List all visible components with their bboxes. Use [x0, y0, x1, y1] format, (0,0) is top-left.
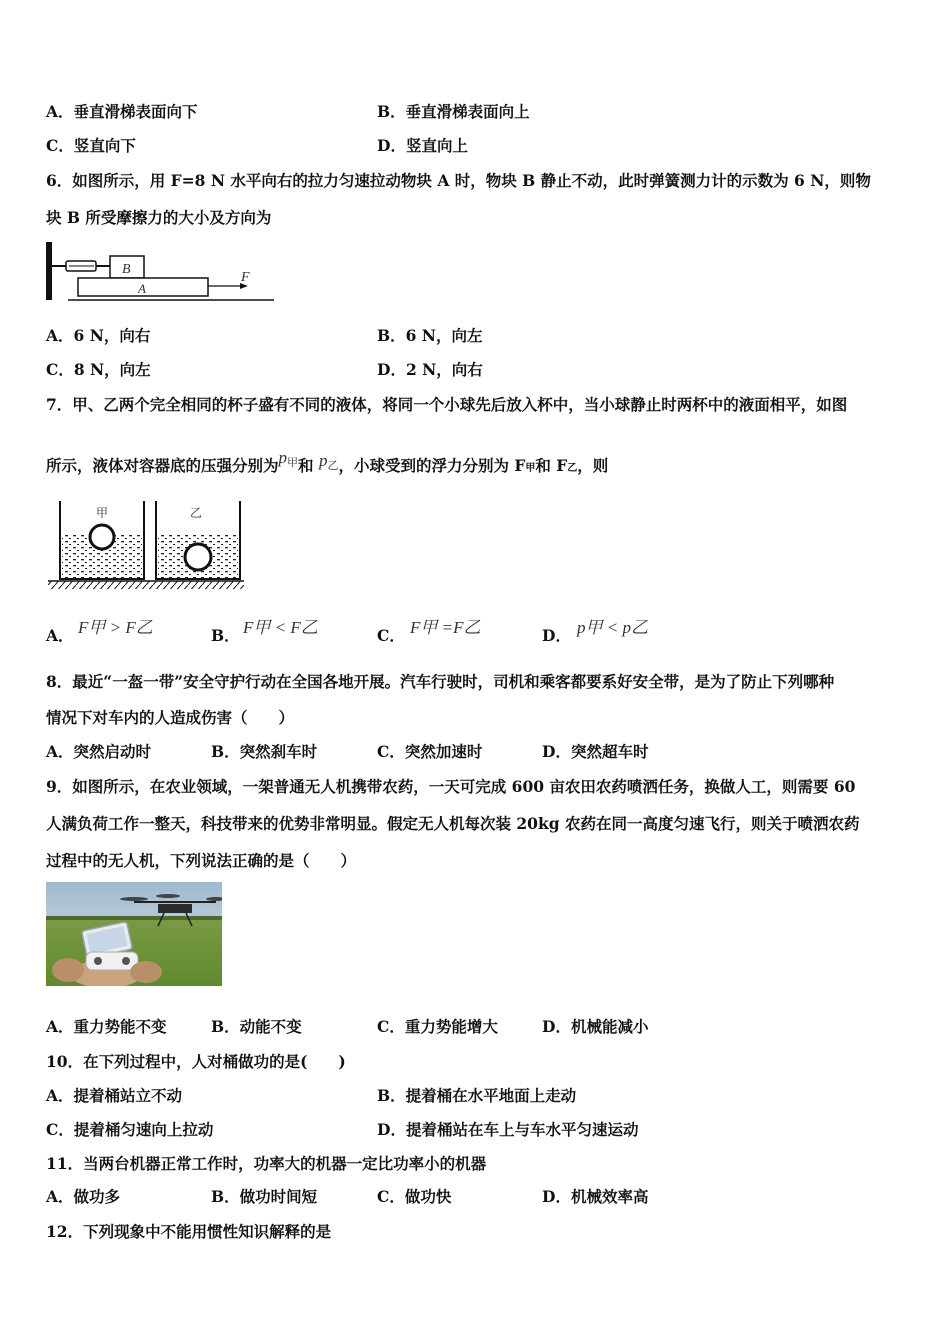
q9-option-b: B．动能不变 — [211, 1017, 302, 1036]
q9-option-c: C．重力势能增大 — [377, 1017, 498, 1036]
ball-jia — [90, 525, 114, 549]
wall — [46, 242, 52, 300]
q8-option-c: C．突然加速时 — [377, 742, 483, 761]
q11-option-c: C．做功快 — [377, 1187, 452, 1206]
q7-option-a-expr: F甲 > F乙 — [78, 618, 153, 637]
q6-block-figure — [44, 240, 279, 306]
q7-stem-line1: 7．甲、乙两个完全相同的杯子盛有不同的液体，将同一个小球先后放入杯中，当小球静止时两杯中的液面相平，如图 — [46, 395, 848, 414]
p-jia-symbol: $p_甲$ — [278, 448, 299, 469]
q10-option-d: D．提着桶站在车上与车水平匀速运动 — [377, 1120, 639, 1139]
q7-option-c-label: C． — [377, 626, 405, 645]
block-a-label: A — [138, 281, 146, 296]
q10-stem: 10．在下列过程中，人对桶做功的是( ) — [46, 1052, 346, 1071]
q8-stem-line2: 情况下对车内的人造成伤害（ ） — [46, 708, 295, 727]
q10-option-b: B．提着桶在水平地面上走动 — [377, 1086, 577, 1105]
q9-stem-line3: 过程中的无人机，下列说法正确的是（ ） — [46, 851, 357, 870]
q7-option-d-expr: p甲 < p乙 — [577, 618, 648, 637]
q7-option-b-expr: F甲 < F乙 — [243, 618, 318, 637]
q9-stem-line2: 人满负荷工作一整天，科技带来的优势非常明显。假定无人机每次装 20kg 农药在同一高度匀速飞行，则关于喷洒农药 — [46, 814, 860, 833]
q5-option-a: A．垂直滑梯表面向下 — [46, 102, 198, 121]
q5-option-d: D．竖直向上 — [377, 136, 468, 155]
cup-jia-label: 甲 — [96, 506, 109, 520]
q7-option-b-label: B． — [211, 626, 240, 645]
q12-stem: 12．下列现象中不能用惯性知识解释的是 — [46, 1222, 332, 1241]
q11-option-a: A．做功多 — [46, 1187, 121, 1206]
q9-stem-line1: 9．如图所示，在农业领域，一架普通无人机携带农药，一天可完成 600 亩农田农药喷洒任务，换做人工，则需要 60 — [46, 777, 856, 796]
cup-yi-label: 乙 — [190, 506, 203, 520]
q9-option-a: A．重力势能不变 — [46, 1017, 167, 1036]
q7-option-c-expr: F甲 =F乙 — [410, 618, 481, 637]
q8-option-b: B．突然刹车时 — [211, 742, 318, 761]
q6-option-b: B．6 N，向左 — [377, 326, 483, 345]
force-label: F — [241, 270, 250, 285]
q8-option-a: A．突然启动时 — [46, 742, 152, 761]
q5-option-c: C．竖直向下 — [46, 136, 136, 155]
drone-photo — [46, 882, 222, 986]
q6-option-d: D．2 N，向右 — [377, 360, 483, 379]
q11-stem: 11．当两台机器正常工作时，功率大的机器一定比功率小的机器 — [46, 1154, 487, 1173]
q6-option-c: C．8 N，向左 — [46, 360, 151, 379]
q6-stem-line2: 块 B 所受摩擦力的大小及方向为 — [46, 208, 272, 227]
q5-option-b: B．垂直滑梯表面向上 — [377, 102, 530, 121]
q8-option-d: D．突然超车时 — [542, 742, 649, 761]
q11-option-b: B．做功时间短 — [211, 1187, 318, 1206]
q10-option-c: C．提着桶匀速向上拉动 — [46, 1120, 214, 1139]
q9-option-d: D．机械能减小 — [542, 1017, 649, 1036]
p-yi-symbol: $p_乙$ — [318, 451, 339, 472]
q7-stem-line2: 所示，液体对容器底的压强分别为$p_甲$和 $p_乙$，小球受到的浮力分别为 F甲和 F乙，则 — [46, 448, 609, 475]
q7-cups-figure — [48, 497, 244, 589]
q6-option-a: A．6 N，向右 — [46, 326, 151, 345]
q11-option-d: D．机械效率高 — [542, 1187, 649, 1206]
ball-yi — [185, 544, 211, 570]
q6-stem-line1: 6．如图所示，用 F=8 N 水平向右的拉力匀速拉动物块 A 时，物块 B 静止不动，此时弹簧测力计的示数为 6 N，则物 — [46, 171, 871, 190]
q7-option-a-label: A． — [46, 626, 74, 645]
q8-stem-line1: 8．最近“一盔一带”安全守护行动在全国各地开展。汽车行驶时，司机和乘客都要系好安全带，是为了防止下列哪种 — [46, 672, 835, 691]
q10-option-a: A．提着桶站立不动 — [46, 1086, 183, 1105]
ground-hatch — [48, 581, 244, 589]
block-b-label: B — [122, 262, 131, 277]
q7-option-d-label: D． — [542, 626, 571, 645]
